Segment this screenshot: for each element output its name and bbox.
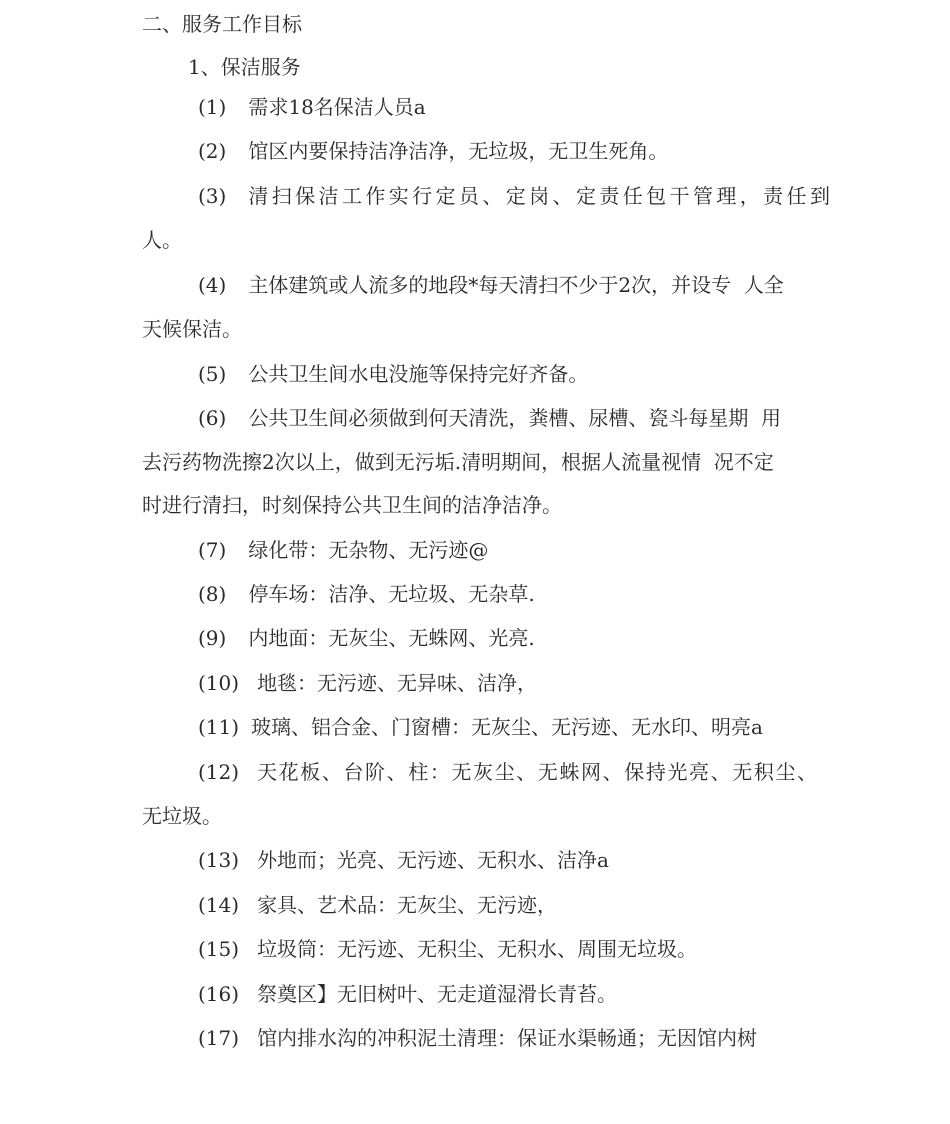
item-number: (17) <box>198 1026 240 1050</box>
item-text: 馆内排水沟的冲积泥土清理：保证水渠畅通；无因馆内树 <box>257 1026 758 1050</box>
list-item <box>198 582 535 606</box>
item-text: 主体建筑或人流多的地段*每天清扫不少于2次，并设专 人全 <box>248 273 784 297</box>
item-number: (11) <box>198 715 240 739</box>
list-item <box>198 937 697 961</box>
item-continuation: 无垃圾。 <box>142 804 222 828</box>
list-item <box>198 671 537 695</box>
item-text: 需求18名保洁人员a <box>248 95 426 119</box>
item-text: 天花板、台阶、柱：无灰尘、无蛛网、保持光亮、无积尘、 <box>257 760 819 784</box>
item-number: (10) <box>198 671 240 695</box>
item-number: (13) <box>198 848 240 872</box>
list-item <box>198 95 426 119</box>
item-text: 公共卫生间必须做到何天清洗，粪槽、尿槽、瓷斗每星期 用 <box>248 406 782 430</box>
item-continuation: 天候保洁。 <box>142 317 242 341</box>
list-item <box>198 184 834 208</box>
subsection-heading: 1、保洁服务 <box>188 55 301 79</box>
list-item <box>198 715 763 739</box>
list-item <box>198 982 617 1006</box>
item-text: 绿化带：无杂物、无污迹@ <box>248 538 489 562</box>
list-item <box>198 273 784 297</box>
item-text: 内地面：无灰尘、无蛛网、光亮. <box>248 626 535 650</box>
item-number: (3) <box>198 184 227 208</box>
list-item <box>198 760 819 784</box>
list-item <box>198 626 535 650</box>
item-number: (15) <box>198 937 240 961</box>
item-text: 玻璃、铝合金、门窗槽：无灰尘、无污迹、无水印、明亮a <box>251 715 763 739</box>
item-number: (16) <box>198 982 240 1006</box>
item-text: 公共卫生间水电没施等保持完好齐备。 <box>248 362 589 386</box>
item-text: 馆区内要保持洁净洁净，无垃圾，无卫生死角。 <box>248 139 669 163</box>
list-item <box>198 538 488 562</box>
item-text: 家具、艺术品：无灰尘、无污迹， <box>257 893 558 917</box>
list-item <box>198 1026 757 1050</box>
item-text: 外地而；光亮、无污迹、无积水、洁净a <box>257 848 609 872</box>
item-continuation: 时进行清扫，时刻保持公共卫生间的洁净洁净。 <box>142 493 562 517</box>
item-number: (1) <box>198 95 227 119</box>
list-item <box>198 139 668 163</box>
item-number: (12) <box>198 760 240 784</box>
item-number: (8) <box>198 582 227 606</box>
list-item <box>198 362 588 386</box>
section-heading: 二、服务工作目标 <box>142 12 302 36</box>
item-number: (4) <box>198 273 227 297</box>
list-item <box>198 848 609 872</box>
item-text: 祭奠区】无旧树叶、无走道湿滑长青苔。 <box>257 982 618 1006</box>
item-number: (2) <box>198 139 227 163</box>
list-item <box>198 893 557 917</box>
item-continuation: 人。 <box>142 228 182 252</box>
item-number: (6) <box>198 406 227 430</box>
item-number: (14) <box>198 893 240 917</box>
item-text: 垃圾筒：无污迹、无积尘、无积水、周围无垃圾。 <box>257 937 698 961</box>
item-text: 停车场：洁净、无垃圾、无杂草. <box>248 582 535 606</box>
item-number: (9) <box>198 626 227 650</box>
item-number: (5) <box>198 362 227 386</box>
item-number: (7) <box>198 538 227 562</box>
list-item <box>198 406 781 430</box>
item-text: 清扫保洁工作实行定员、定岗、定责任包干管理，责任到 <box>248 184 834 208</box>
item-continuation: 去污药物洗擦2次以上，做到无污垢.清明期间，根据人流量视情 况不定 <box>142 450 774 474</box>
item-text: 地毯：无污迹、无异味、洁净， <box>257 671 538 695</box>
